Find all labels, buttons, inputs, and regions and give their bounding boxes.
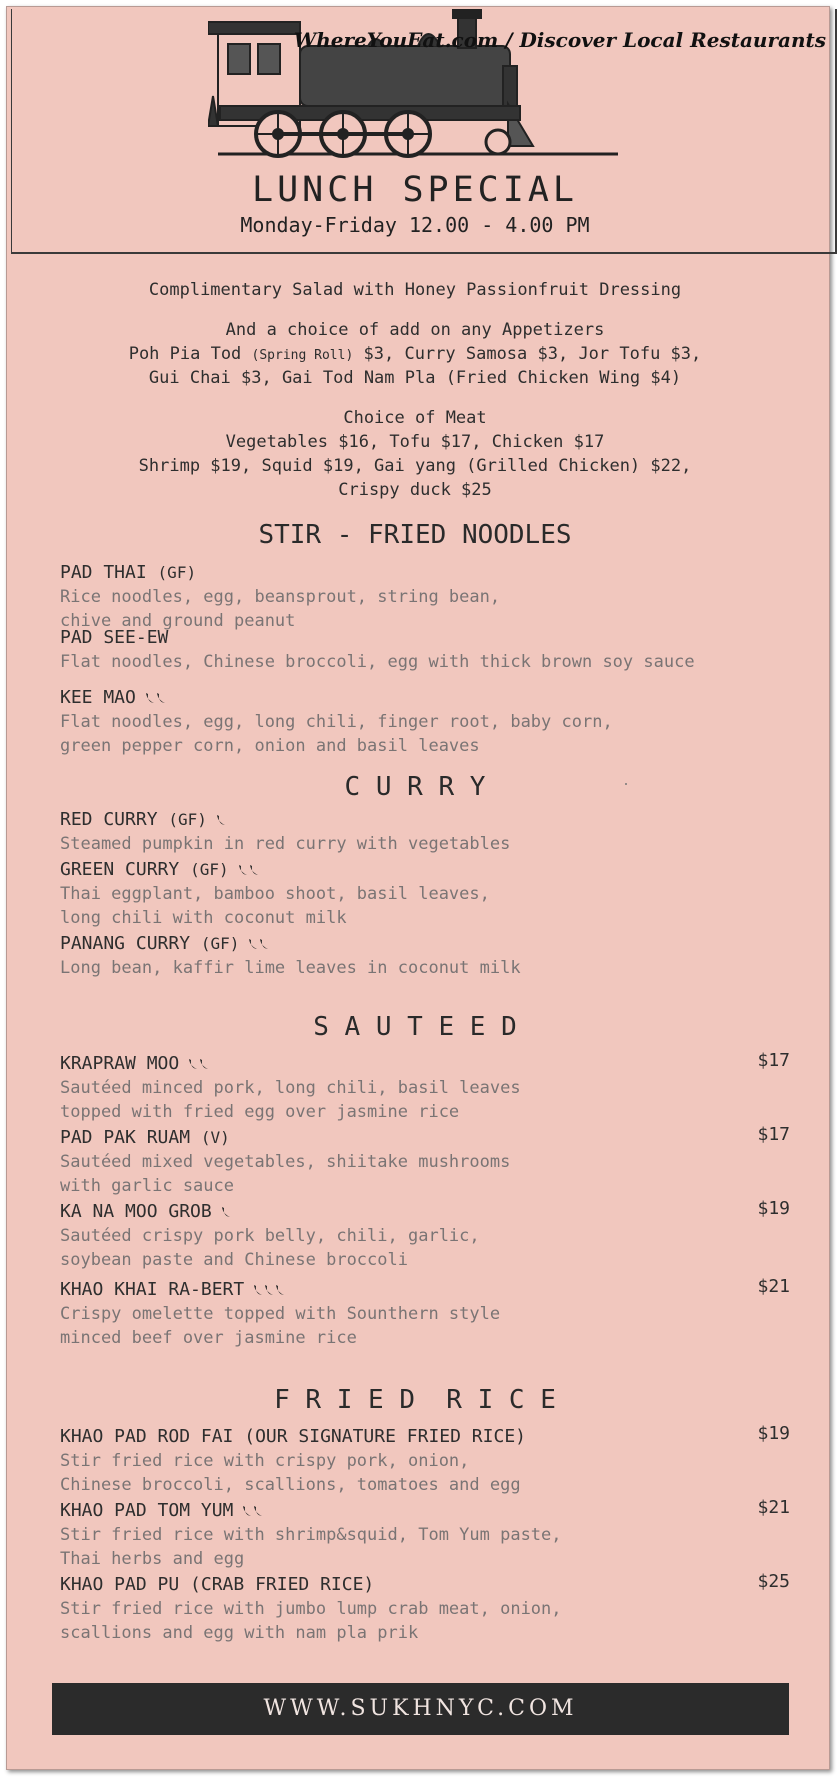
menu-item-description: Long bean, kaffir lime leaves in coconut milk — [60, 958, 521, 978]
menu-item-title-row — [60, 1425, 790, 1449]
lunch-hours: Monday-Friday 12.00 - 4.00 PM — [240, 213, 590, 237]
menu-item — [60, 626, 790, 674]
addon-line-1a: Poh Pia Tod — [128, 344, 252, 364]
menu-item-price: $21 — [757, 1276, 790, 1297]
menu-item-diet-tag: (GF) — [190, 860, 229, 879]
chili-pepper-icon — [229, 859, 261, 880]
meat-title: Choice of Meat — [343, 408, 487, 428]
menu-item-title-row — [60, 686, 790, 710]
chili-pepper-icon — [136, 687, 168, 708]
menu-item — [60, 561, 790, 633]
menu-item-title-row — [60, 932, 790, 956]
page-title: LUNCH SPECIAL — [252, 170, 578, 210]
menu-item-title-row — [60, 626, 790, 650]
menu-item-description: Stir fried rice with crispy pork, onion, Chinese broccoli, scallions, tomatoes and egg — [60, 1451, 521, 1495]
menu-item-title-row — [60, 1278, 790, 1302]
chili-pepper-icon — [207, 809, 228, 830]
menu-item-description: Crispy omelette topped with Sounthern style minced beef over jasmine rice — [60, 1304, 501, 1348]
menu-item — [60, 858, 790, 930]
menu-item-name: KHAO PAD TOM YUM — [60, 1500, 234, 1521]
menu-item — [60, 1200, 790, 1272]
menu-item — [60, 686, 790, 758]
menu-item-description: Sautéed minced pork, long chili, basil leaves topped with fried egg over jasmine rice — [60, 1078, 521, 1122]
menu-item-name: KEE MAO — [60, 687, 136, 708]
addon-line-1 — [0, 342, 830, 368]
chili-pepper-icon — [239, 933, 271, 954]
menu-item-name: KHAO KHAI RA-BERT — [60, 1279, 245, 1300]
menu-item — [60, 1126, 790, 1198]
menu-item — [60, 1499, 790, 1571]
menu-item — [60, 1278, 790, 1350]
menu-item-name: PAD SEE-EW — [60, 627, 169, 648]
menu-item-description: Steamed pumpkin in red curry with vegetables — [60, 834, 511, 854]
menu-item-price: $21 — [757, 1497, 790, 1518]
menu-item-name: RED CURRY — [60, 809, 158, 830]
menu-item-name: KRAPRAW MOO — [60, 1053, 180, 1074]
menu-item-title-row — [60, 561, 790, 585]
menu-item-description: Flat noodles, egg, long chili, finger root, baby corn, green pepper corn, onion and basil leaves — [60, 712, 613, 756]
menu-item — [60, 1425, 790, 1497]
menu-item-title-row — [60, 1573, 790, 1597]
menu-item-title-row — [60, 858, 790, 882]
menu-item-description: Flat noodles, Chinese broccoli, egg with thick brown soy sauce — [60, 652, 695, 672]
chili-pepper-icon — [244, 1279, 287, 1300]
menu-item-name: KA NA MOO GROB — [60, 1201, 212, 1222]
meat-line-2: Shrimp $19, Squid $19, Gai yang (Grilled Chicken) $22, — [138, 456, 692, 476]
paper-speck — [625, 783, 627, 785]
chili-pepper-icon — [179, 1053, 211, 1074]
menu-item-description: Rice noodles, egg, beansprout, string bean, chive and ground peanut — [60, 587, 501, 631]
menu-item-title-row — [60, 808, 790, 832]
menu-item-price: $19 — [757, 1198, 790, 1219]
section-title-sauteed: S A U T E E D — [313, 1012, 517, 1042]
menu-item-name: PAD THAI — [60, 562, 147, 583]
menu-item-title-row — [60, 1052, 790, 1076]
menu-item-name: GREEN CURRY — [60, 859, 180, 880]
menu-item-diet-tag: (V) — [200, 1128, 230, 1147]
source-watermark: WhereYouEat.com / Discover Local Restaurants — [293, 28, 826, 52]
menu-item-description: Stir fried rice with jumbo lump crab meat, onion, scallions and egg with nam pla prik — [60, 1599, 562, 1643]
menu-item-description: Sautéed crispy pork belly, chili, garlic, soybean paste and Chinese broccoli — [60, 1226, 480, 1270]
menu-item-name: KHAO PAD ROD FAI (OUR SIGNATURE FRIED RICE) — [60, 1426, 526, 1447]
section-title-noodles: STIR - FRIED NOODLES — [258, 520, 572, 550]
menu-item-price: $17 — [757, 1124, 790, 1145]
menu-item-name: PANANG CURRY — [60, 933, 191, 954]
meat-line-1: Vegetables $16, Tofu $17, Chicken $17 — [225, 432, 605, 452]
menu-item-description: Stir fried rice with shrimp&squid, Tom Yum paste, Thai herbs and egg — [60, 1525, 562, 1569]
menu-item-description: Sautéed mixed vegetables, shiitake mushrooms with garlic sauce — [60, 1152, 511, 1196]
addon-line-1c: $3, Curry Samosa $3, Jor Tofu $3, — [353, 344, 702, 364]
addon-line-2: Gui Chai $3, Gai Tod Nam Pla (Fried Chicken Wing $4) — [148, 368, 682, 388]
menu-item-title-row — [60, 1200, 790, 1224]
menu-item-name: KHAO PAD PU (CRAB FRIED RICE) — [60, 1574, 375, 1595]
addon-line-1b: (Spring Roll) — [251, 348, 354, 363]
chili-pepper-icon — [212, 1201, 233, 1222]
menu-item-title-row — [60, 1499, 790, 1523]
menu-item — [60, 1052, 790, 1124]
addon-title: And a choice of add on any Appetizers — [225, 320, 605, 340]
chili-pepper-icon — [233, 1500, 265, 1521]
menu-item-diet-tag: (GF) — [168, 810, 207, 829]
section-title-curry: C U R R Y — [344, 772, 486, 802]
menu-item-price: $19 — [757, 1423, 790, 1444]
salad-line: Complimentary Salad with Honey Passionfruit Dressing — [148, 280, 682, 300]
website-footer: WWW.SUKHNYC.COM — [52, 1683, 789, 1735]
menu-item-name: PAD PAK RUAM — [60, 1127, 191, 1148]
menu-item-diet-tag: (GF) — [200, 934, 240, 953]
menu-item-title-row — [60, 1126, 790, 1150]
section-title-fried-rice: F R I E D R I C E — [274, 1385, 556, 1415]
menu-item-price: $25 — [757, 1571, 790, 1592]
menu-item-diet-tag: (GF) — [157, 563, 197, 582]
meat-line-3: Crispy duck $25 — [338, 480, 492, 500]
menu-item-price: $17 — [757, 1050, 790, 1071]
menu-item — [60, 808, 790, 856]
menu-item-description: Thai eggplant, bamboo shoot, basil leaves, long chili with coconut milk — [60, 884, 490, 928]
menu-item — [60, 1573, 790, 1645]
menu-item — [60, 932, 790, 980]
